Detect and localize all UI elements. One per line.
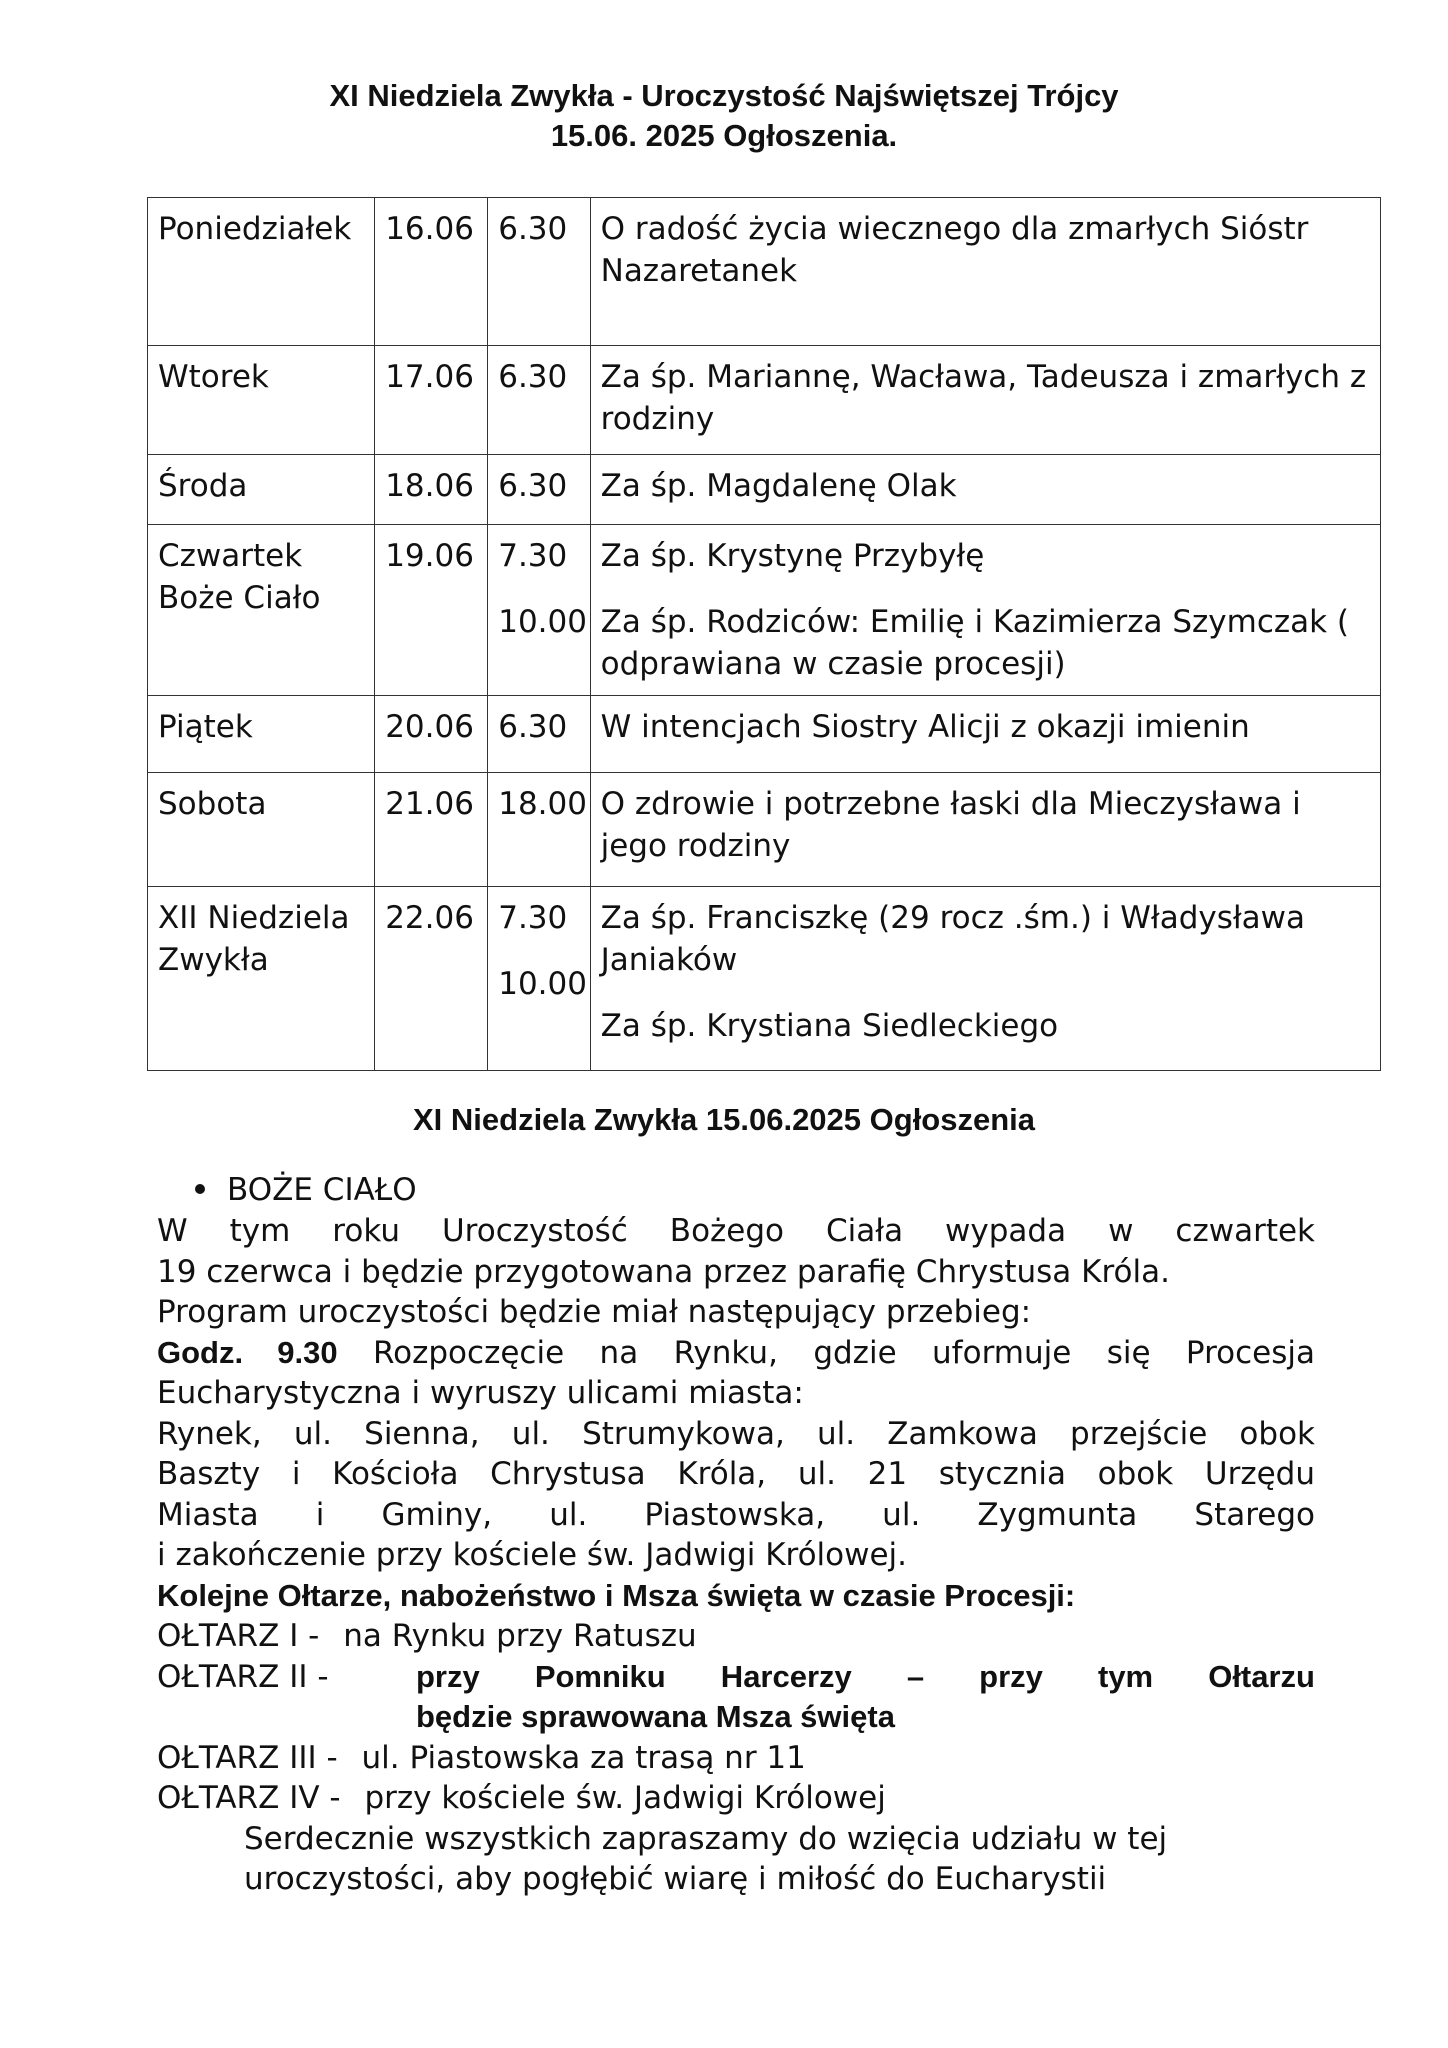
time-cell: 6.30 — [488, 198, 590, 346]
time-cell: 18.00 — [488, 773, 590, 887]
altar-place-line: przy Pomniku Harcerzy – przy tym Ołtarzu — [416, 1659, 1315, 1694]
route-line: Rynek, ul. Sienna, ul. Strumykowa, ul. Zamkowa przejście obok — [157, 1416, 1315, 1452]
mass-time: 10.00 — [498, 604, 587, 640]
date-cell: 22.06 — [375, 887, 488, 1071]
time-cell — [488, 887, 590, 1071]
page-subtitle: 15.06. 2025 Ogłoszenia. — [550, 118, 898, 153]
mass-time: 10.00 — [498, 966, 587, 1002]
altar-label: OŁTARZ I - — [157, 1618, 320, 1654]
mass-intention: Za śp. Franciszkę (29 rocz .śm.) i Władysława Janiaków — [600, 900, 1306, 978]
altar-place: ul. Piastowska za trasą nr 11 — [361, 1740, 806, 1776]
bullet-item — [195, 1170, 1353, 1211]
schedule-time-line-2: Eucharystyczna i wyruszy ulicami miasta: — [157, 1375, 804, 1411]
table-row — [148, 198, 1381, 346]
date-cell: 17.06 — [375, 346, 488, 455]
intention-cell: O zdrowie i potrzebne łaski dla Mieczysława i jego rodziny — [590, 773, 1380, 887]
intention-cell — [590, 887, 1380, 1071]
bullet-icon — [195, 1184, 205, 1194]
intention-cell: W intencjach Siostry Alicji z okazji imienin — [590, 696, 1380, 773]
route-line: i zakończenie przy kościele św. Jadwigi Królowej. — [157, 1537, 908, 1573]
mass-intention: Za śp. Rodziców: Emilię i Kazimierza Szymczak ( odprawiana w czasie procesji) — [600, 604, 1350, 682]
day-cell: Środa — [148, 455, 375, 525]
table-row — [148, 455, 1381, 525]
intro-line: 19 czerwca i będzie przygotowana przez parafię Chrystusa Króla. — [157, 1254, 1170, 1290]
day-cell: Poniedziałek — [148, 198, 375, 346]
altar-item — [157, 1657, 416, 1698]
table-row — [148, 346, 1381, 455]
closing-line: uroczystości, aby pogłębić wiarę i miłość do Eucharystii — [244, 1861, 1107, 1897]
intro-line: Program uroczystości będzie miał następujący przebieg: — [157, 1294, 1032, 1330]
announcements-title: XI Niedziela Zwykła 15.06.2025 Ogłoszenia — [412, 1102, 1036, 1137]
mass-schedule-table — [147, 197, 1381, 1071]
day-cell: Piątek — [148, 696, 375, 773]
table-row — [148, 696, 1381, 773]
time-cell: 6.30 — [488, 346, 590, 455]
intention-cell — [590, 525, 1380, 696]
altar-item — [157, 1738, 806, 1779]
table-row — [148, 773, 1381, 887]
time-cell — [488, 525, 590, 696]
altar-label: OŁTARZ II - — [157, 1659, 329, 1695]
time-cell: 6.30 — [488, 455, 590, 525]
altar-label: OŁTARZ III - — [157, 1740, 338, 1776]
schedule-time-line — [157, 1333, 1315, 1374]
day-cell: Czwartek Boże Ciało — [148, 525, 375, 696]
godz-text: Rozpoczęcie na Rynku, gdzie uformuje się Procesja — [337, 1335, 1315, 1371]
table-row — [148, 525, 1381, 696]
page-title: XI Niedziela Zwykła - Uroczystość Najświętszej Trójcy — [329, 78, 1119, 113]
altar-place: na Rynku przy Ratuszu — [343, 1618, 697, 1654]
mass-intention: Za śp. Krystiana Siedleckiego — [600, 1008, 1059, 1044]
altar-item — [157, 1778, 886, 1819]
date-cell: 20.06 — [375, 696, 488, 773]
table-row — [148, 887, 1381, 1071]
day-cell: Sobota — [148, 773, 375, 887]
intention-cell: Za śp. Mariannę, Wacława, Tadeusza i zmarłych z rodziny — [590, 346, 1380, 455]
mass-time: 7.30 — [498, 900, 568, 936]
date-cell: 16.06 — [375, 198, 488, 346]
closing-line: Serdecznie wszystkich zapraszamy do wzięcia udziału w tej — [244, 1821, 1168, 1857]
date-cell: 21.06 — [375, 773, 488, 887]
day-cell: XII Niedziela Zwykła — [148, 887, 375, 1071]
altars-heading: Kolejne Ołtarze, nabożeństwo i Msza święta w czasie Procesji: — [157, 1578, 1076, 1613]
mass-intention: Za śp. Krystynę Przybyłę — [600, 538, 985, 574]
bullet-text: BOŻE CIAŁO — [227, 1172, 417, 1208]
altar-label: OŁTARZ IV - — [157, 1780, 341, 1816]
altar-place: przy kościele św. Jadwigi Królowej — [364, 1780, 886, 1816]
day-cell: Wtorek — [148, 346, 375, 455]
mass-time: 7.30 — [498, 538, 568, 574]
date-cell: 18.06 — [375, 455, 488, 525]
altar-item — [157, 1616, 697, 1657]
altar-place-line: będzie sprawowana Msza święta — [416, 1699, 895, 1734]
intro-line: W tym roku Uroczystość Bożego Ciała wypada w czwartek — [157, 1213, 1315, 1249]
time-cell: 6.30 — [488, 696, 590, 773]
date-cell: 19.06 — [375, 525, 488, 696]
intention-cell: Za śp. Magdalenę Olak — [590, 455, 1380, 525]
intention-cell: O radość życia wiecznego dla zmarłych Sióstr Nazaretanek — [590, 198, 1380, 346]
route-line: Miasta i Gminy, ul. Piastowska, ul. Zygmunta Starego — [157, 1497, 1315, 1533]
route-line: Baszty i Kościoła Chrystusa Króla, ul. 21 stycznia obok Urzędu — [157, 1456, 1315, 1492]
godz-label: Godz. 9.30 — [157, 1335, 338, 1370]
